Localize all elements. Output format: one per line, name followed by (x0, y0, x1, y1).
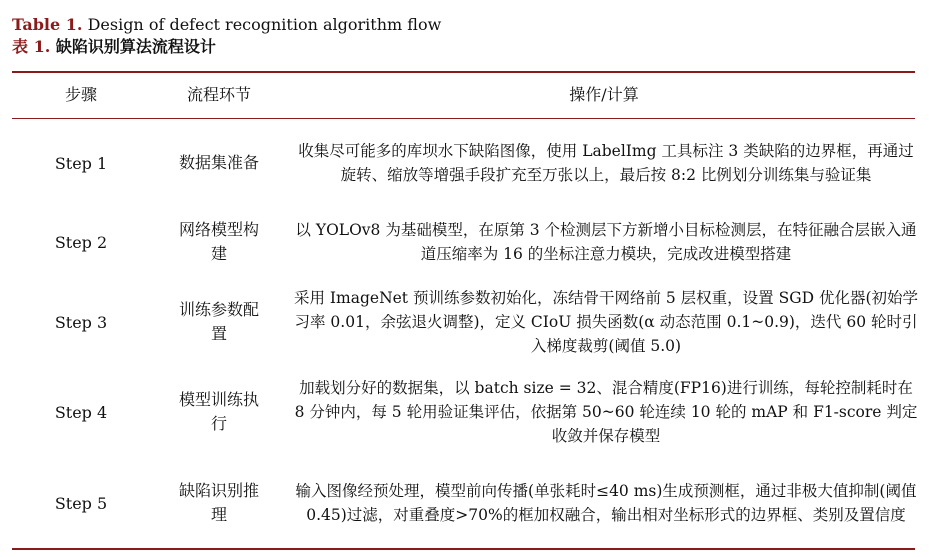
operation-text: 采用 ImageNet 预训练参数初始化，冻结骨干网络前 5 层权重，设置 SGD 优化器(初始学习率 0.01，余弦退火调整)，定义 CIoU 损失函数(α 动态范围 0.1~0.9)，迭代 60 轮时引入梯度裁剪(阈值 5.0) (293, 289, 919, 355)
table-top-rule (12, 71, 915, 73)
stage-label: 训练参数配置 (179, 300, 260, 343)
table-header-rule (12, 118, 915, 119)
table-row (12, 278, 919, 366)
operation-cell (292, 366, 920, 458)
header-stage: 流程环节 (186, 85, 251, 104)
stage-cell (150, 206, 288, 278)
operation-cell (292, 120, 920, 206)
table-row (12, 206, 915, 278)
operation-cell (292, 278, 920, 366)
operation-text: 以 YOLOv8 为基础模型，在原第 3 个检测层下方新增小目标检测层，在特征融合层嵌入通道压缩率为 16 的坐标注意力模块，完成改进模型搭建 (295, 221, 917, 263)
step-label: Step 2 (54, 232, 108, 252)
caption-en-label: Table 1. (12, 15, 83, 34)
stage-label: 网络模型构建 (179, 220, 260, 263)
operation-cell (292, 458, 920, 548)
stage-cell (150, 278, 288, 366)
step-cell (12, 366, 150, 458)
table-bottom-rule (12, 548, 915, 550)
header-step: 步骤 (64, 85, 97, 104)
table-caption (12, 14, 441, 58)
operation-cell (292, 206, 920, 278)
caption-chinese (12, 36, 441, 58)
stage-cell (150, 366, 288, 458)
table-row (12, 120, 915, 206)
table-row (12, 366, 918, 458)
step-cell (12, 278, 150, 366)
caption-en-text: Design of defect recognition algorithm flow (87, 15, 442, 34)
stage-label: 数据集准备 (179, 153, 260, 172)
stage-label: 模型训练执行 (179, 390, 260, 433)
step-cell (12, 206, 150, 278)
step-label: Step 4 (54, 402, 108, 422)
table-row (12, 458, 915, 548)
caption-english (12, 14, 441, 36)
step-cell (12, 120, 150, 206)
operation-text: 加载划分好的数据集，以 batch size = 32、混合精度(FP16)进行训练，每轮控制耗时在 8 分钟内，每 5 轮用验证集评估，依据第 50~60 轮连续 10 轮的 mAP 和 F1-score 判定收敛并保存模型 (294, 379, 918, 445)
step-label: Step 3 (54, 312, 108, 332)
step-label: Step 5 (54, 493, 108, 513)
step-label: Step 1 (54, 153, 108, 173)
operation-text: 收集尽可能多的库坝水下缺陷图像，使用 LabelImg 工具标注 3 类缺陷的边界框，再通过旋转、缩放等增强手段扩充至万张以上，最后按 8:2 比例划分训练集与验证集 (298, 142, 914, 184)
header-operation: 操作/计算 (569, 85, 639, 104)
stage-cell (150, 458, 288, 548)
step-cell (12, 458, 150, 548)
stage-cell (150, 120, 288, 206)
caption-cn-text: 缺陷识别算法流程设计 (55, 37, 216, 56)
operation-text: 输入图像经预处理，模型前向传播(单张耗时≤40 ms)生成预测框，通过非极大值抑制(阈值 0.45)过滤，对重叠度>70%的框加权融合，输出相对坐标形式的边界框、类别及置信度 (295, 482, 917, 524)
caption-cn-label: 表 1. (12, 37, 51, 56)
stage-label: 缺陷识别推理 (179, 481, 260, 524)
